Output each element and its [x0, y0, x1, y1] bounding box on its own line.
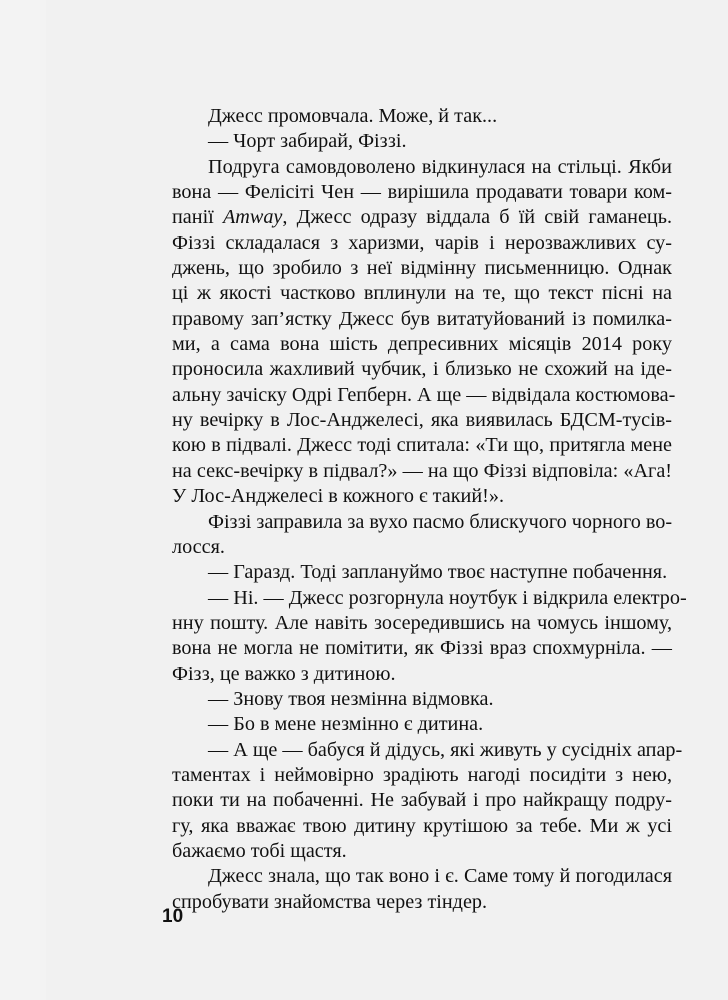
text-line: джень, що зробило з неї відмінну письменницю. Однак — [172, 257, 672, 280]
text-line: на секс-вечірку в підвал?» — на що Фіззі відповіла: «Ага! — [172, 459, 672, 482]
text-line: кою в підвалі. Джесс тоді спитала: «Ти що, притягла мене — [172, 434, 672, 457]
text-line: — Чорт забирай, Фіззі. — [208, 130, 407, 153]
text-line: бажаємо тобі щастя. — [172, 839, 347, 862]
text-segment: панії — [172, 206, 223, 229]
text-line: лосся. — [172, 535, 225, 558]
page-text — [172, 104, 687, 915]
text-line: — Знову твоя незмінна відмовка. — [208, 687, 494, 710]
text-line: таментах і неймовірно зрадіють нагоді посидіти з нею, — [172, 763, 672, 786]
text-line: вона — Фелісіті Чен — вирішила продавати товари ком- — [172, 181, 672, 204]
text-line: альну зачіску Одрі Гепберн. А ще — відвідала костюмова- — [172, 383, 676, 406]
text-line: гу, яка вважає твою дитину крутішою за тебе. Ми ж усі — [172, 814, 672, 837]
text-line: Подруга самовдоволено відкинулася на стільці. Якби — [208, 155, 672, 178]
text-line: Джесс знала, що так воно і є. Саме тому й погодилася — [208, 865, 672, 888]
text-line: Фіззі заправила за вухо пасмо блискучого чорного во- — [208, 510, 673, 533]
text-line: Фізз, це важко з дитиною. — [172, 662, 396, 685]
text-line: — Ні. — Джесс розгорнула ноутбук і відкрила електро- — [208, 586, 687, 609]
text-line: ми, а сама вона шість депресивних місяців 2014 року — [172, 333, 672, 356]
text-line: ці ж якості частково вплинули на те, що текст пісні на — [172, 282, 672, 305]
book-page — [46, 0, 728, 1000]
text-line: — Гаразд. Тоді заплануймо твоє наступне побачення. — [208, 561, 668, 584]
text-line: правому зап’ястку Джесс був витатуйований із помилка- — [172, 307, 672, 330]
text-line: поки ти на побаченні. Не забувай і про найкращу подру- — [172, 789, 672, 812]
text-line — [172, 205, 672, 230]
text-line: Фіззі складалася з харизми, чарів і нерозважливих су- — [172, 231, 672, 254]
text-line: вона не могла не помітити, як Фіззі враз спохмурніла. — — [172, 637, 672, 660]
text-line: спробувати знайомства через тіндер. — [172, 890, 488, 913]
text-line: У Лос-Анджелесі в кожного є такий!». — [172, 485, 504, 508]
text-segment: , Джесс одразу віддала б їй свій гаманець. — [282, 206, 672, 229]
text-line: проносила жахливий чубчик, і близько не схожий на іде- — [172, 358, 672, 381]
text-line: нну пошту. Але навіть зосередившись на чомусь іншому, — [172, 611, 672, 634]
page-number: 10 — [162, 906, 184, 927]
company-name: Amway — [222, 206, 283, 229]
text-line: — Бо в мене незмінно є дитина. — [208, 713, 484, 736]
text-line: Джесс промовчала. Може, й так... — [208, 105, 498, 127]
text-line: — А ще — бабуся й дідусь, які живуть у сусідніх апар- — [208, 738, 683, 761]
text-line: ну вечірку в Лос-Анджелесі, яка виявилась БДСМ-тусів- — [172, 409, 672, 432]
